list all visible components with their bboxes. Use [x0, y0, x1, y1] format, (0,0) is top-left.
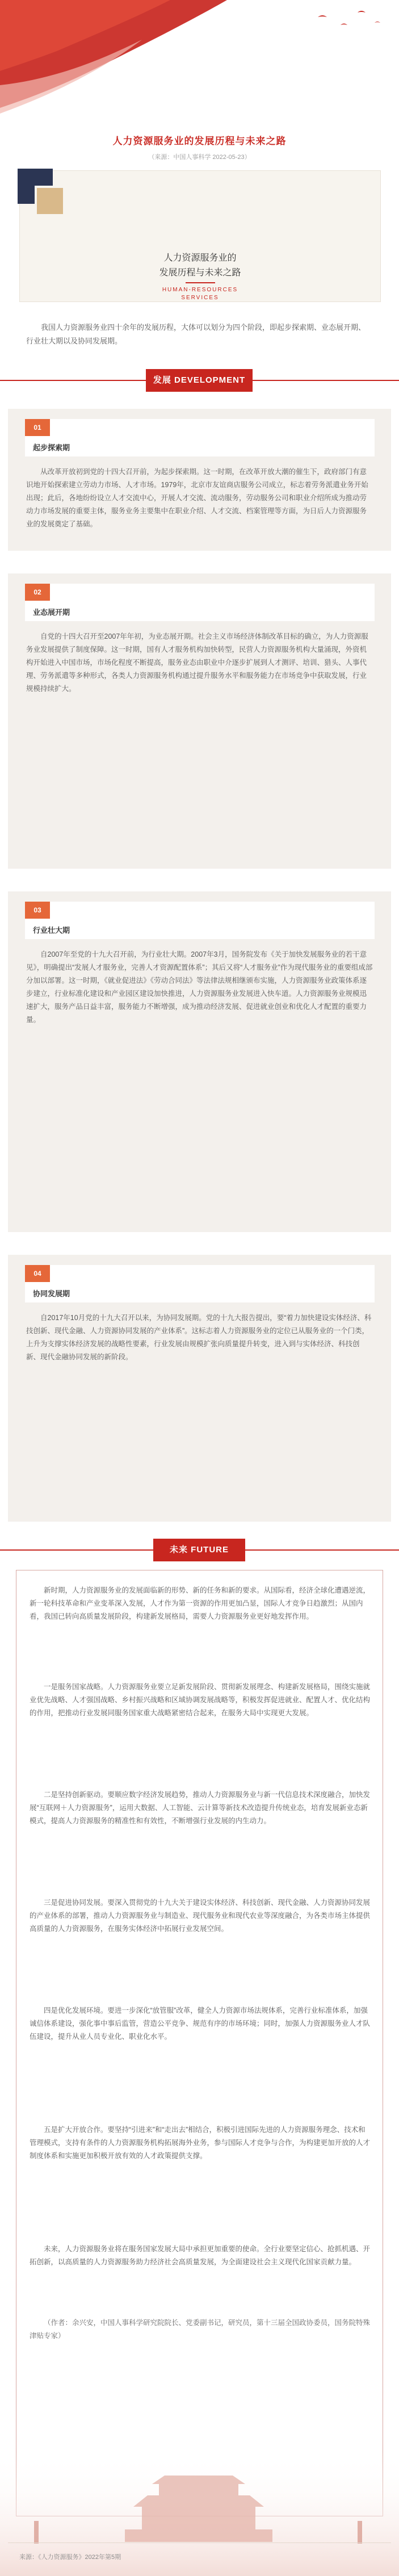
phase-body: 自2017年10月党的十九大召开以来，为协同发展期。党的十九大报告提出，要“着力加快建设实体经济、科技创新、现代金融、人力资源协同发展的产业体系”。这标志着人力资源服务业的定位已从服务业的一个门类，上升为支撑实体经济发展的战略性要素，行业发展由规模扩张向质量提升转变，进入到与实体经济、科技创新、现代金融协同发展的新阶段。	[26, 1314, 372, 1361]
future-paragraph: 四是优化发展环境。要进一步深化“放管服”改革，健全人力资源市场法规体系，完善行业标准体系，加强诚信体系建设，强化事中事后监管，营造公平竞争、规范有序的市场环境；同时，加强人力资源服务业人才队伍建设，提升从业人员专业化、职业化水平。	[30, 2007, 371, 2041]
phase-name: 协同发展期	[33, 1289, 70, 1298]
beige-square-decor	[35, 186, 65, 216]
future-paragraph: 新时期，人力资源服务业的发展面临新的形势、新的任务和新的要求。从国际看，经济全球化遭遇逆流，新一轮科技革命和产业变革深入发展，人才作为第一资源的作用更加凸显，国际人才竞争日趋激烈；从国内看，我国已转向高质量发展阶段，构建新发展格局，需要人力资源服务业更好地发挥作用。	[30, 1586, 371, 1620]
section-title-future: 未来 FUTURE	[153, 1539, 245, 1561]
phase-number-badge: 04	[25, 1265, 50, 1282]
future-paragraph: 三是促进协同发展。要深入贯彻党的十九大关于建设实体经济、科技创新、现代金融、人力资源协同发展的产业体系的部署，推动人力资源服务业与制造业、现代服务业和现代农业等深度融合，为各类市场主体提供高质量的人力资源服务，在服务实体经济中拓展行业发展空间。	[30, 1899, 371, 1933]
phase-header	[25, 1265, 375, 1302]
cover-card	[19, 170, 381, 302]
card-en-line: HUMAN-RESOURCES	[162, 287, 238, 293]
article-title: 人力资源服务业的发展历程与未来之路	[112, 136, 287, 146]
article-source: （来源：中国人事科学 2022-05-23）	[148, 154, 251, 161]
phase-number-badge: 03	[25, 902, 50, 919]
phase-panel	[8, 1255, 391, 1522]
phase-panel	[8, 409, 391, 551]
section-banner-future	[0, 1539, 399, 1561]
future-paragraph: 五是扩大开放合作。要坚持“引进来”和“走出去”相结合，积极引进国际先进的人力资源服务理念、技术和管理模式，支持有条件的人力资源服务机构拓展海外业务，参与国际人才竞争与合作，为构建更加开放的人才制度体系和实施更加积极开放有效的人才政策提供支撑。	[30, 2126, 371, 2160]
card-title-underline	[186, 282, 215, 283]
card-title-line: 发展历程与未来之路	[159, 267, 241, 278]
phase-header	[25, 584, 375, 621]
phase-header	[25, 902, 375, 939]
intro-paragraph: 我国人力资源服务业四十余年的发展历程，大体可以划分为四个阶段，即起步探索期、业态展开期、行业壮大期以及协同发展期。	[26, 323, 366, 345]
card-english-subtitle	[20, 286, 380, 302]
section-banner-development	[0, 369, 399, 392]
phase-header	[25, 419, 375, 456]
author-note: （作者：余兴安，中国人事科学研究院院长、党委副书记，研究员，第十三届全国政协委员，国务院特殊津贴专家）	[30, 2319, 371, 2340]
phase-name: 行业壮大期	[33, 926, 70, 935]
phase-number-badge: 01	[25, 419, 50, 436]
future-paragraph: 未来，人力资源服务业将在服务国家发展大局中承担更加重要的使命。全行业要坚定信心、抢抓机遇、开拓创新，以高质量的人力资源服务助力经济社会高质量发展，为全面建设社会主义现代化国家贡献力量。	[30, 2245, 371, 2266]
bird-icon	[318, 11, 380, 25]
future-paragraph: 二是坚持创新驱动。要顺应数字经济发展趋势，推动人力资源服务业与新一代信息技术深度融合，加快发展“互联网＋人力资源服务”，运用大数据、人工智能、云计算等新技术改造提升传统业态，培育发展新业态新模式，提高人力资源服务的精准性和有效性，不断增强行业发展的内生动力。	[30, 1791, 371, 1825]
section-title-development: 发展 DEVELOPMENT	[146, 369, 253, 392]
phase-body: 自党的十四大召开至2007年年初，为业态展开期。社会主义市场经济体制改革目标的确立，为人力资源服务业发展提供了制度保障。这一时期，国有人才服务机构加快转型，民营人力资源服务机构大量涌现，外资机构开始进入中国市场，市场化程度不断提高，服务业态由职业中介逐步扩展到人才测评、培训、猎头、人事代理、劳务派遣等多种形式，各类人力资源服务机构通过提升服务水平和服务能力在市场竞争中获取发展，行业规模持续扩大。	[26, 633, 368, 693]
card-title-line: 人力资源服务业的	[163, 252, 237, 263]
card-title	[20, 250, 380, 280]
phase-name: 业态展开期	[33, 608, 70, 617]
phase-panel	[8, 573, 391, 869]
red-flag-banner	[0, 0, 399, 125]
footer-source: 来源：《人力资源服务》2022年第5期	[19, 2554, 121, 2561]
phase-body: 自2007年至党的十九大召开前，为行业壮大期。2007年3月，国务院发布《关于加快发展服务业的若干意见》，明确提出“发展人才服务业，完善人才资源配置体系”；其后又将“人才服务业”作为现代服务业的重要组成部分加以部署。这一时期，《就业促进法》《劳动合同法》等法律法规相继颁布实施，人力资源服务业政策体系逐步建立，行业标准化建设和产业园区建设加快推进，人力资源服务业发展进入快车道。人力资源服务业规模迅速扩大，服务产品日益丰富，服务能力不断增强，成为推动经济发展、促进就业创业和优化人才配置的重要力量。	[26, 950, 373, 1024]
phase-panel	[8, 891, 391, 1232]
phase-body: 从改革开放初到党的十四大召开前，为起步探索期。这一时期，在改革开放大潮的催生下，政府部门有意识地开始探索建立劳动力市场、人才市场。1979年，北京市友谊商店服务公司成立，标志着劳务派遣业务开始出现；此后，各地纷纷设立人才交流中心，开展人才交流、流动服务，劳动服务公司和职业介绍所成为推动劳动力市场发展的重要主体，服务业务主要集中在职业介绍、人才交流、档案管理等方面，为日后人力资源服务业的发展奠定了基础。	[26, 468, 368, 528]
phase-name: 起步探索期	[33, 443, 70, 452]
card-en-line: SERVICES	[181, 295, 219, 301]
phase-number-badge: 02	[25, 584, 50, 601]
future-paragraph: 一是服务国家战略。人力资源服务业要立足新发展阶段、贯彻新发展理念、构建新发展格局，围绕实施就业优先战略、人才强国战略、乡村振兴战略和区域协调发展战略等，积极发挥促进就业、配置人才、优化结构的作用，把推动行业发展同服务国家重大战略紧密结合起来，在服务大局中实现更大发展。	[30, 1683, 371, 1717]
